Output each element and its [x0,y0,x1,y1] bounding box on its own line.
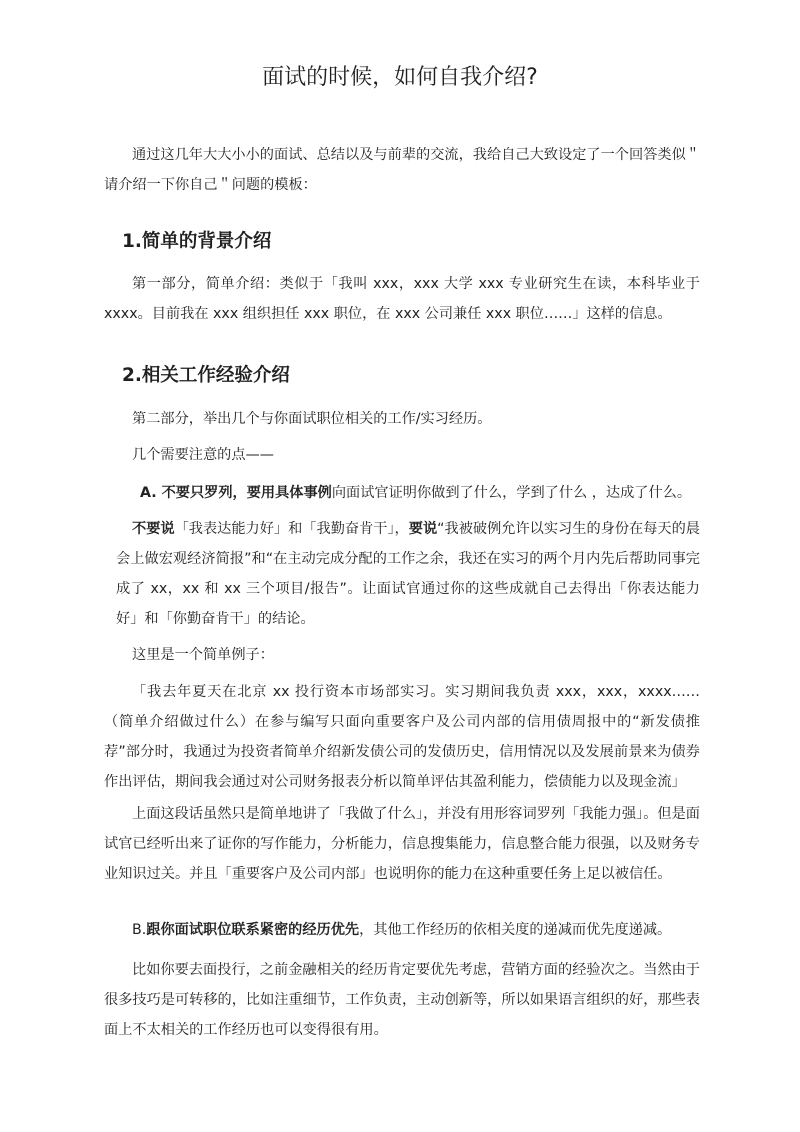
example-paragraph: 「我去年夏天在北京 xx 投行资本市场部实习。实习期间我负责 xxx，xxx，xxxx……（简单介绍做过什么）在参与编写只面向重要客户及公司内部的信用债周报中的“新发债推荐”部分时，我通过为投资者简单介绍新发债公司的发债历史，信用情况以及发展前景来为债券作出评估，期间我会通过对公司财务报表分析以简单评估其盈利能力，偿债能力以及现金流」 [104,684,700,790]
section1-paragraph: 第一部分，简单介绍：类似于「我叫 xxx，xxx 大学 xxx 专业研究生在读，本科毕业于 xxxx。目前我在 xxx 组织担任 xxx 职位，在 xxx 公司兼任 xxx 职位……」这样的信息。 [104,276,700,322]
section2-heading: 2.相关工作经验介绍 [122,365,290,386]
dont-say-bold: 不要说 [132,521,175,537]
dont-say-paragraph [116,514,700,634]
document-title: 面试的时候，如何自我介绍? [262,65,538,90]
point-b-label: B. [132,922,147,938]
dont-say-text-1: 「我表达能力好」和「我勤奋肯干」， [174,521,409,537]
point-b-detail-paragraph: 比如你要去面投行，之前金融相关的经历肯定要优先考虑，营销方面的经验次之。当然由于很多技巧是可转移的，比如注重细节，工作负责，主动创新等，所以如果语言组织的好，那些表面上不太相关的工作经历也可以变得很有用。 [104,962,700,1038]
point-b-bold: 跟你面试职位联系紧密的经历优先 [146,922,360,938]
section2-paragraph-1: 第二部分，举出几个与你面试职位相关的工作/实习经历。 [132,411,492,427]
point-a-text: 向面试官证明你做到了什么，学到了什么 ，达成了什么。 [331,485,692,501]
point-b-text: ，其他工作经历的依相关度的递减而优先度递减。 [359,922,672,938]
point-a-paragraph [140,478,700,508]
section1-heading: 1.简单的背景介绍 [122,231,272,252]
example-intro-paragraph: 这里是一个简单例子： [132,647,274,663]
do-say-bold: 要说 [408,521,438,537]
point-b-paragraph [104,915,700,945]
analysis-paragraph: 上面这段话虽然只是简单地讲了「我做了什么」，并没有用形容词罗列「我能力强」。但是面试官已经听出来了证你的写作能力，分析能力，信息搜集能力，信息整合能力很强，以及财务专业知识过关。并且「重要客户及公司内部」也说明你的能力在这种重要任务上足以被信任。 [104,806,700,882]
point-a-bold: A. 不要只罗列，要用具体事例 [140,485,332,501]
section2-paragraph-2: 几个需要注意的点—— [132,447,274,463]
dont-say-text-2: “我被破例允许以实习生的身份在每天的晨会上做宏观经济简报”和“在主动完成分配的工作之余，我还在实习的两个月内先后帮助同事完成了 xx，xx 和 xx 三个项目/报告”。让面试官通过你的这些成就自己去得出「你表达能力好」和「你勤奋肯干」的结论。 [116,521,700,627]
intro-paragraph: 通过这几年大大小小的面试、总结以及与前辈的交流，我给自己大致设定了一个回答类似＂请介绍一下你自己＂问题的模板： [104,147,700,193]
